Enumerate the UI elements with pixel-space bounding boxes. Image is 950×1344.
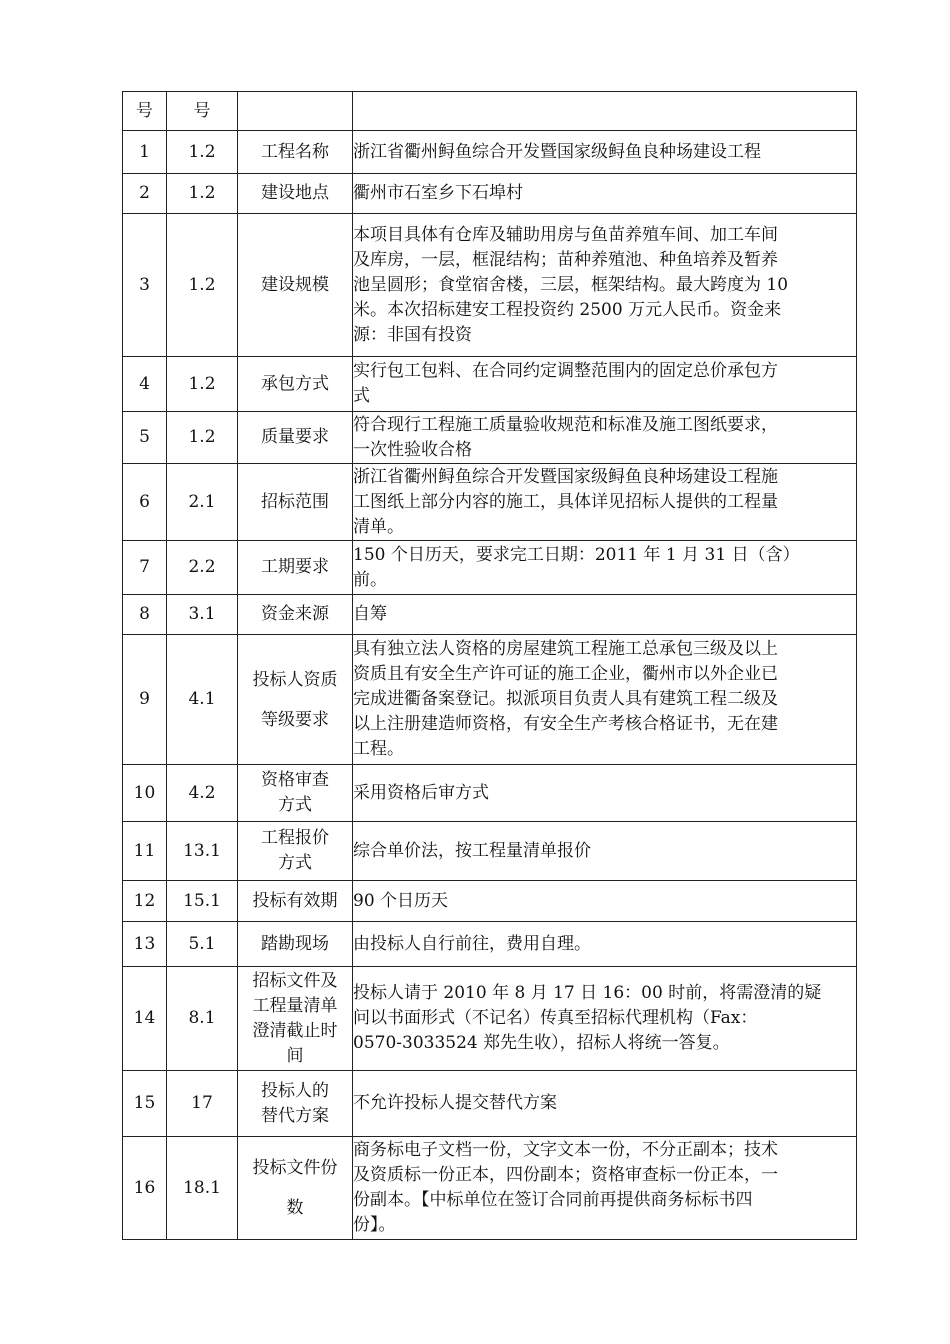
clause-number: 4.2 xyxy=(167,765,238,822)
table-row xyxy=(123,595,857,635)
clause-number: 17 xyxy=(167,1071,238,1137)
item-content: 实行包工包料、在合同约定调整范围内的固定总价承包方 式 xyxy=(353,357,857,412)
item-content: 投标人请于 2010 年 8 月 17 日 16：00 时前，将需澄清的疑 问以书面形式（不记名）传真至招标代理机构（Fax： 0570-3033524 郑先生收），招标人将统一答复。 xyxy=(353,967,857,1071)
row-number: 16 xyxy=(123,1137,167,1240)
table-row xyxy=(123,131,857,174)
item-content: 综合单价法，按工程量清单报价 xyxy=(353,822,857,881)
item-content: 自筹 xyxy=(353,595,857,635)
item-content: 浙江省衢州鲟鱼综合开发暨国家级鲟鱼良种场建设工程施 工图纸上部分内容的施工，具体详见招标人提供的工程量 清单。 xyxy=(353,464,857,541)
item-name: 投标人的 替代方案 xyxy=(238,1071,353,1137)
item-content: 90 个日历天 xyxy=(353,881,857,922)
item-name: 投标人资质 等级要求 xyxy=(238,635,353,765)
item-content: 符合现行工程施工质量验收规范和标准及施工图纸要求， 一次性验收合格 xyxy=(353,412,857,464)
item-name: 招标范围 xyxy=(238,464,353,541)
header-col-no: 号 xyxy=(123,92,167,131)
table-row xyxy=(123,464,857,541)
row-number: 3 xyxy=(123,214,167,357)
clause-number: 18.1 xyxy=(167,1137,238,1240)
table-row xyxy=(123,174,857,214)
item-content: 衢州市石室乡下石埠村 xyxy=(353,174,857,214)
item-content: 具有独立法人资格的房屋建筑工程施工总承包三级及以上 资质且有安全生产许可证的施工企业，衢州市以外企业已 完成进衢备案登记。拟派项目负责人具有建筑工程二级及 以上注册建造师资格，有安全生产考核合格证书，无在建 工程。 xyxy=(353,635,857,765)
item-name: 工期要求 xyxy=(238,541,353,595)
item-content: 由投标人自行前往，费用自理。 xyxy=(353,922,857,967)
clause-number: 1.2 xyxy=(167,131,238,174)
item-name: 工程报价 方式 xyxy=(238,822,353,881)
clause-number: 1.2 xyxy=(167,357,238,412)
clause-number: 1.2 xyxy=(167,214,238,357)
item-content: 采用资格后审方式 xyxy=(353,765,857,822)
clause-number: 13.1 xyxy=(167,822,238,881)
item-content: 150 个日历天，要求完工日期：2011 年 1 月 31 日（含） 前。 xyxy=(353,541,857,595)
table-row xyxy=(123,822,857,881)
item-name: 资格审查 方式 xyxy=(238,765,353,822)
clause-number: 5.1 xyxy=(167,922,238,967)
item-name: 资金来源 xyxy=(238,595,353,635)
header-col-clause: 号 xyxy=(167,92,238,131)
table-row xyxy=(123,357,857,412)
header-col-name xyxy=(238,92,353,131)
table-row xyxy=(123,967,857,1071)
row-number: 1 xyxy=(123,131,167,174)
row-number: 2 xyxy=(123,174,167,214)
header-col-content xyxy=(353,92,857,131)
row-number: 15 xyxy=(123,1071,167,1137)
clause-number: 2.1 xyxy=(167,464,238,541)
clause-number: 4.1 xyxy=(167,635,238,765)
item-content: 商务标电子文档一份，文字文本一份，不分正副本；技术 及资质标一份正本，四份副本；资格审查标一份正本，一 份副本。【中标单位在签订合同前再提供商务标标书四 份】。 xyxy=(353,1137,857,1240)
item-name: 承包方式 xyxy=(238,357,353,412)
row-number: 7 xyxy=(123,541,167,595)
table-row xyxy=(123,214,857,357)
clause-number: 2.2 xyxy=(167,541,238,595)
item-name: 招标文件及 工程量清单 澄清截止时 间 xyxy=(238,967,353,1071)
table-row xyxy=(123,922,857,967)
clause-number: 3.1 xyxy=(167,595,238,635)
table-row xyxy=(123,541,857,595)
item-content: 不允许投标人提交替代方案 xyxy=(353,1071,857,1137)
row-number: 14 xyxy=(123,967,167,1071)
row-number: 12 xyxy=(123,881,167,922)
header-row xyxy=(123,92,857,131)
bid-info-table xyxy=(122,91,857,1240)
row-number: 4 xyxy=(123,357,167,412)
row-number: 11 xyxy=(123,822,167,881)
clause-number: 8.1 xyxy=(167,967,238,1071)
row-number: 13 xyxy=(123,922,167,967)
item-name: 建设地点 xyxy=(238,174,353,214)
item-name: 踏勘现场 xyxy=(238,922,353,967)
item-name: 质量要求 xyxy=(238,412,353,464)
item-name: 建设规模 xyxy=(238,214,353,357)
item-name: 投标有效期 xyxy=(238,881,353,922)
clause-number: 15.1 xyxy=(167,881,238,922)
row-number: 8 xyxy=(123,595,167,635)
row-number: 9 xyxy=(123,635,167,765)
item-content: 本项目具体有仓库及辅助用房与鱼苗养殖车间、加工车间 及库房，一层，框混结构；苗种养殖池、种鱼培养及暂养 池呈圆形；食堂宿舍楼，三层，框架结构。最大跨度为 10 米。本次招标建安工程投资约 2500 万元人民币。资金来 源：非国有投资 xyxy=(353,214,857,357)
clause-number: 1.2 xyxy=(167,174,238,214)
item-name: 工程名称 xyxy=(238,131,353,174)
table-row xyxy=(123,881,857,922)
table-row xyxy=(123,635,857,765)
item-content: 浙江省衢州鲟鱼综合开发暨国家级鲟鱼良种场建设工程 xyxy=(353,131,857,174)
row-number: 5 xyxy=(123,412,167,464)
table-row xyxy=(123,765,857,822)
table-row xyxy=(123,1137,857,1240)
clause-number: 1.2 xyxy=(167,412,238,464)
row-number: 6 xyxy=(123,464,167,541)
table-row xyxy=(123,412,857,464)
row-number: 10 xyxy=(123,765,167,822)
table-row xyxy=(123,1071,857,1137)
item-name: 投标文件份 数 xyxy=(238,1137,353,1240)
